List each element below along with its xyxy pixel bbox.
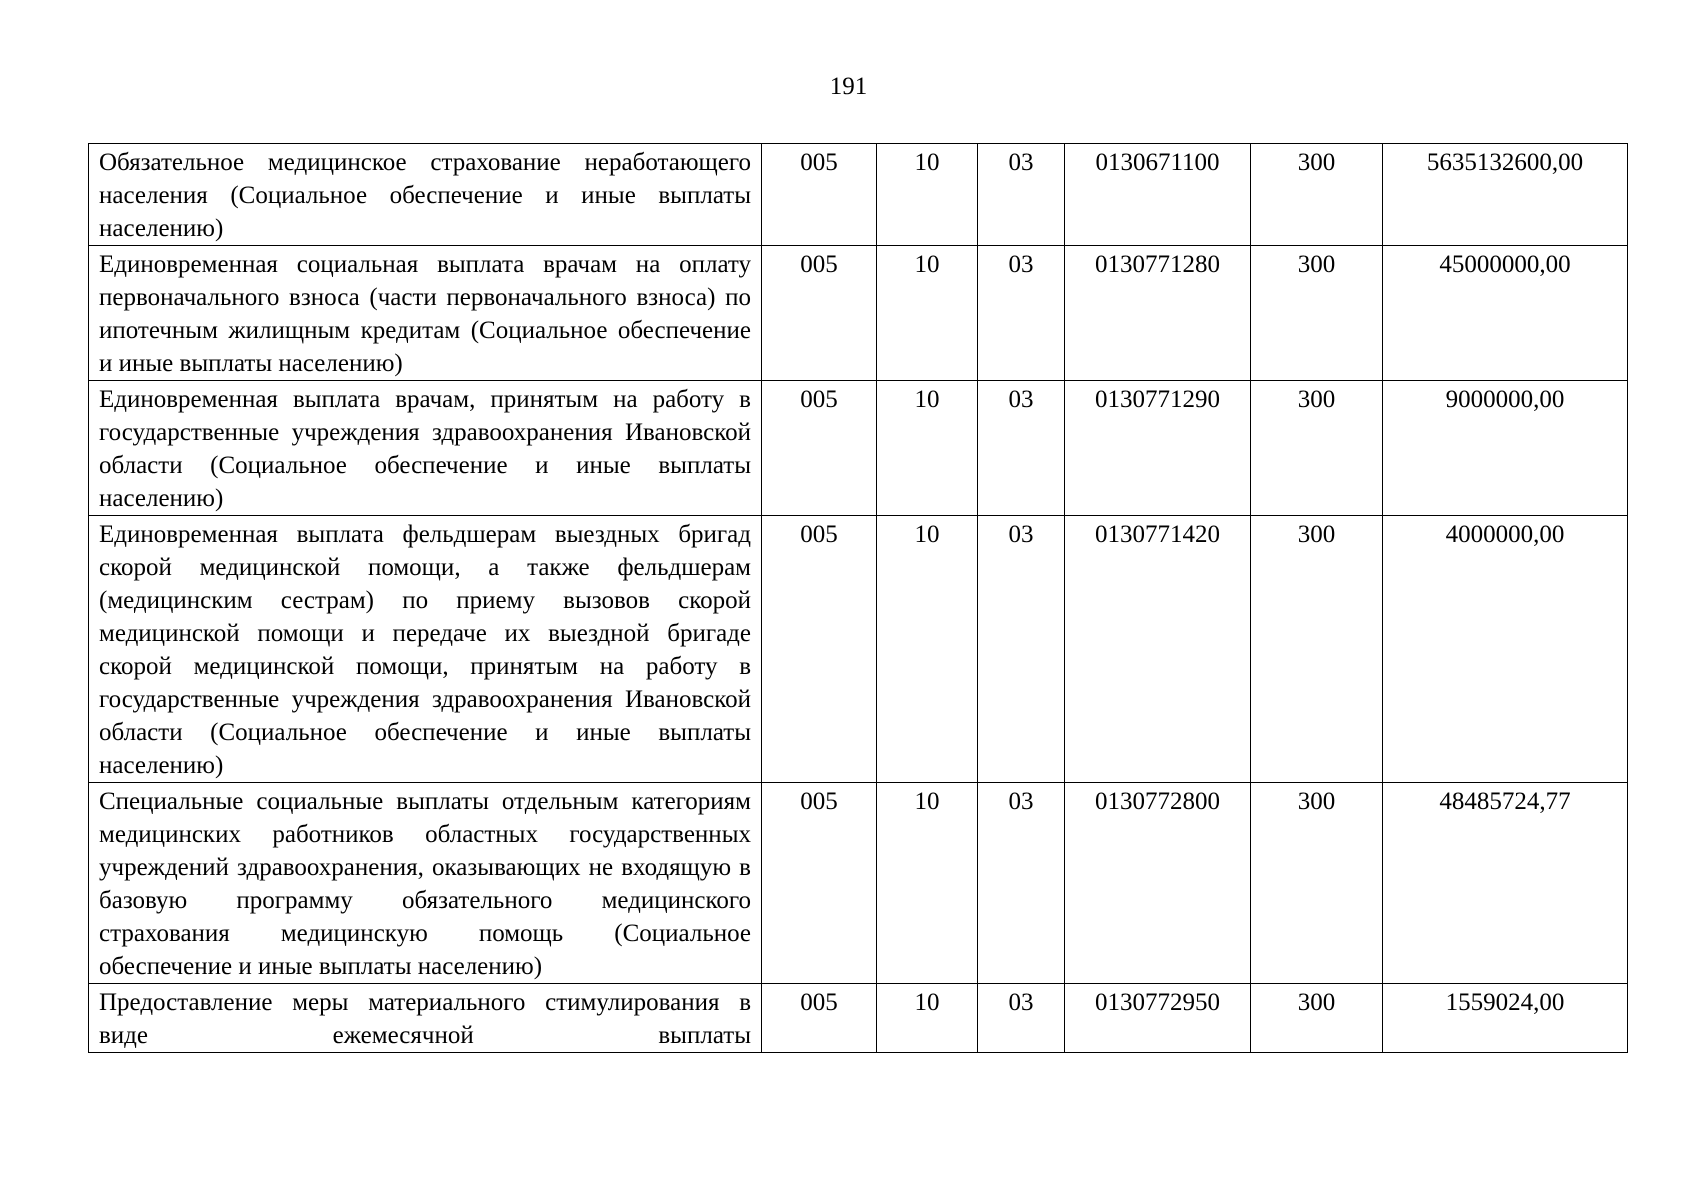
section-code: 10 (877, 246, 978, 381)
expense-type-code: 300 (1251, 783, 1383, 984)
ministry-code: 005 (762, 144, 877, 246)
ministry-code: 005 (762, 381, 877, 516)
row-description: Обязательное медицинское страхование неработающего населения (Социальное обеспечение и иные выплаты населению) (89, 144, 762, 246)
ministry-code: 005 (762, 516, 877, 783)
row-description: Единовременная социальная выплата врачам на оплату первоначального взноса (части первоначального взноса) по ипотечным жилищным кредитам (Социальное обеспечение и иные выплаты населению) (89, 246, 762, 381)
expense-type-code: 300 (1251, 246, 1383, 381)
amount: 4000000,00 (1383, 516, 1628, 783)
subsection-code: 03 (978, 144, 1065, 246)
target-article-code: 0130772950 (1065, 984, 1251, 1053)
expense-type-code: 300 (1251, 516, 1383, 783)
section-code: 10 (877, 144, 978, 246)
section-code: 10 (877, 783, 978, 984)
subsection-code: 03 (978, 783, 1065, 984)
section-code: 10 (877, 381, 978, 516)
subsection-code: 03 (978, 516, 1065, 783)
subsection-code: 03 (978, 246, 1065, 381)
table-row (89, 246, 1628, 381)
table-row (89, 984, 1628, 1053)
ministry-code: 005 (762, 783, 877, 984)
ministry-code: 005 (762, 984, 877, 1053)
table-row (89, 516, 1628, 783)
row-description-cell (89, 984, 762, 1053)
subsection-code: 03 (978, 984, 1065, 1053)
subsection-code: 03 (978, 381, 1065, 516)
budget-table (88, 143, 1628, 1053)
row-description: Специальные социальные выплаты отдельным категориям медицинских работников областных государственных учреждений здравоохранения, оказывающих не входящую в базовую программу обязательного медицинского страхования медицинскую помощь (Социальное обеспечение и иные выплаты населению) (89, 783, 762, 984)
page-number: 191 (829, 73, 868, 100)
target-article-code: 0130671100 (1065, 144, 1251, 246)
amount: 9000000,00 (1383, 381, 1628, 516)
amount: 48485724,77 (1383, 783, 1628, 984)
row-description: Единовременная выплата врачам, принятым на работу в государственные учреждения здравоохранения Ивановской области (Социальное обеспечение и иные выплаты населению) (89, 381, 762, 516)
section-code: 10 (877, 984, 978, 1053)
target-article-code: 0130771280 (1065, 246, 1251, 381)
ministry-code: 005 (762, 246, 877, 381)
expense-type-code: 300 (1251, 144, 1383, 246)
table-row (89, 381, 1628, 516)
target-article-code: 0130771290 (1065, 381, 1251, 516)
amount: 5635132600,00 (1383, 144, 1628, 246)
target-article-code: 0130772800 (1065, 783, 1251, 984)
amount: 45000000,00 (1383, 246, 1628, 381)
expense-type-code: 300 (1251, 381, 1383, 516)
row-description: Единовременная выплата фельдшерам выездных бригад скорой медицинской помощи, а также фельдшерам (медицинским сестрам) по приему вызовов скорой медицинской помощи и передаче их выездной бригаде скорой медицинской помощи, принятым на работу в государственные учреждения здравоохранения Ивановской области (Социальное обеспечение и иные выплаты населению) (89, 516, 762, 783)
table-row (89, 783, 1628, 984)
table-row (89, 144, 1628, 246)
section-code: 10 (877, 516, 978, 783)
amount: 1559024,00 (1383, 984, 1628, 1053)
row-description: Предоставление меры материального стимулирования в виде ежемесячной выплаты (99, 989, 751, 1049)
target-article-code: 0130771420 (1065, 516, 1251, 783)
expense-type-code: 300 (1251, 984, 1383, 1053)
budget-table-body (89, 144, 1628, 1053)
